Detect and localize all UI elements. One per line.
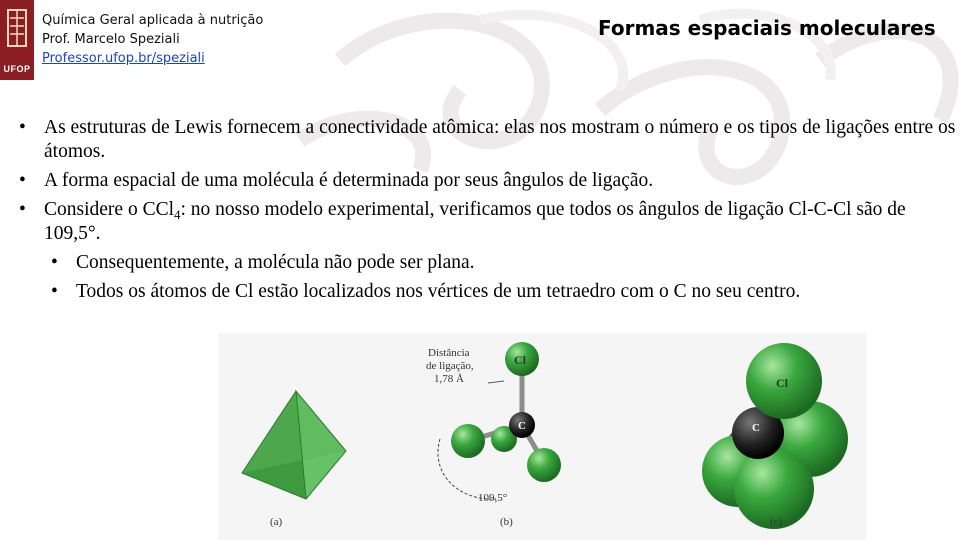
sub-bullet-item: • Todos os átomos de Cl estão localizados nos vértices de um tetraedro com o C no seu centro. xyxy=(48,280,956,304)
crest-icon xyxy=(0,0,34,60)
professor-name: Prof. Marcelo Speziali xyxy=(42,32,180,47)
bullet-text: Considere o CCl xyxy=(44,199,174,220)
bullet-text: : no nosso modelo experimental, verificamos que todos os ângulos de ligação Cl-C-Cl são de 109,5°. xyxy=(44,199,906,244)
subscript: 4 xyxy=(174,207,181,222)
cl-label: Cl xyxy=(514,353,526,367)
angle-label: 109,5° xyxy=(478,492,508,504)
label-a: (a) xyxy=(270,516,283,528)
label-c: (c) xyxy=(770,516,783,528)
sub-bullet-item: • Consequentemente, a molécula não pode ser plana. xyxy=(48,251,956,275)
cl-label: Cl xyxy=(776,376,788,390)
bullet-item: • A forma espacial de uma molécula é determinada por seus ângulos de ligação. xyxy=(16,169,956,193)
bullet-item: • As estruturas de Lewis fornecem a conectividade atômica: elas nos mostram o número e os tipos de ligações entre os átomos. xyxy=(16,116,956,164)
chlorine-atom xyxy=(527,448,561,482)
slide-title: Formas espaciais moleculares xyxy=(598,16,936,40)
bond-label: de ligação, xyxy=(426,360,474,372)
bullet-item xyxy=(16,198,956,246)
bond-label: Distância xyxy=(428,347,470,359)
bullet-list xyxy=(16,116,956,309)
professor-website-link[interactable]: Professor.ufop.br/speziali xyxy=(42,51,205,66)
tetrahedron-model xyxy=(242,391,346,499)
bond-label: 1,78 Å xyxy=(434,373,464,385)
chlorine-atom xyxy=(451,424,485,458)
ufop-logo xyxy=(0,0,34,80)
logo-text: UFOP xyxy=(3,64,31,74)
label-b: (b) xyxy=(500,516,513,528)
space-filling-model xyxy=(702,343,848,529)
c-label: C xyxy=(752,422,760,434)
molecule-figure xyxy=(218,333,866,540)
c-label: C xyxy=(518,420,526,432)
course-header xyxy=(42,11,263,68)
figure-svg xyxy=(218,333,866,540)
course-name: Química Geral aplicada à nutrição xyxy=(42,13,264,28)
